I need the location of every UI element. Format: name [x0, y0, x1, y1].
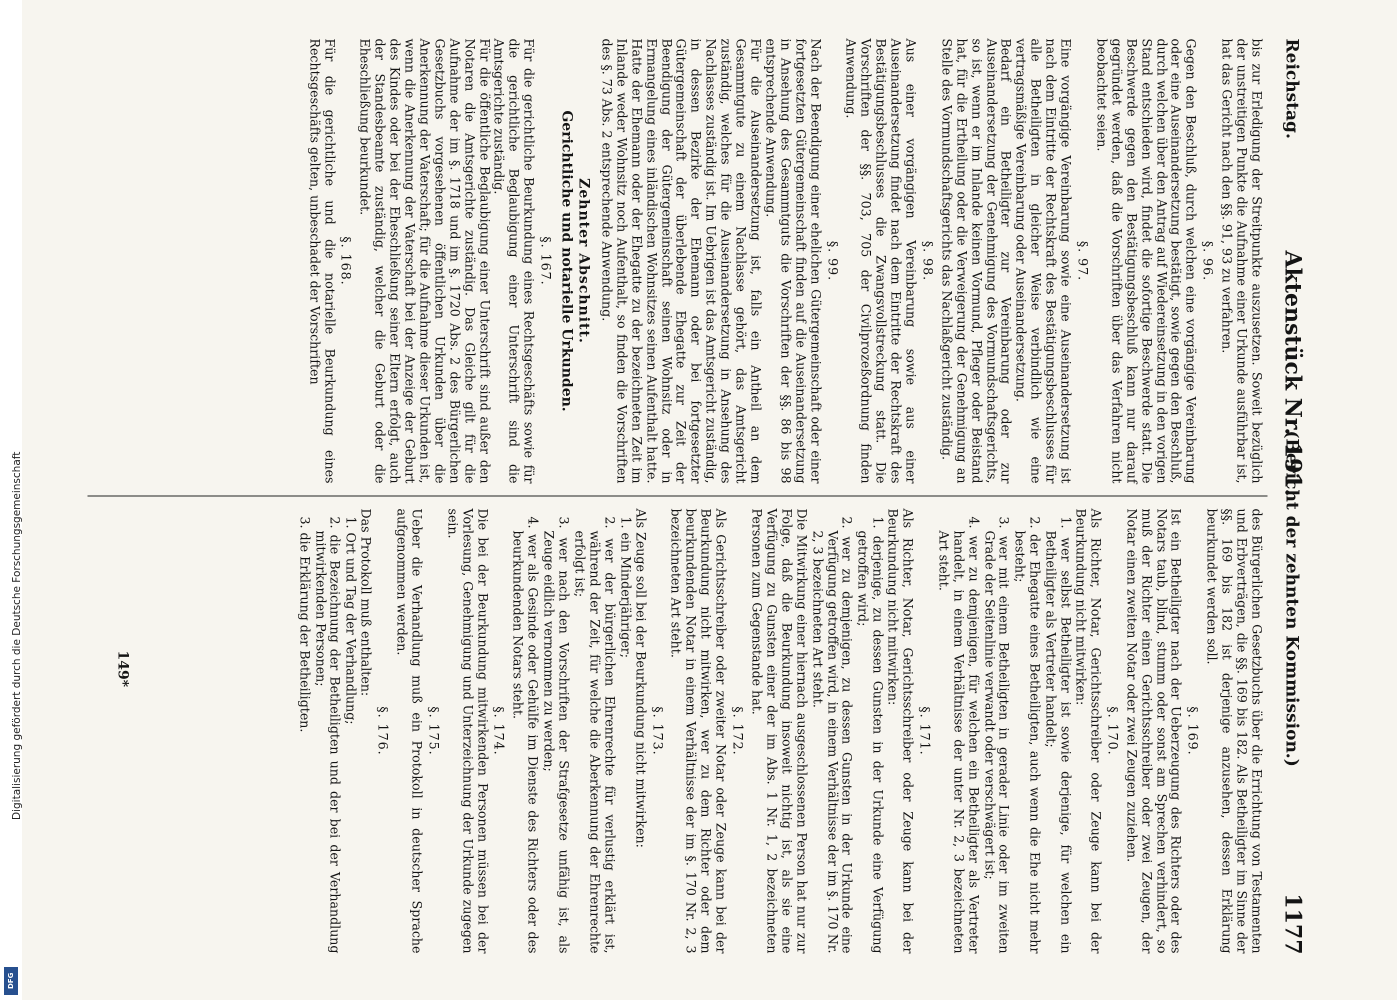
right-column [295, 509, 1263, 954]
paragraph: Für die öffentliche Beglaubigung einer Unterschrift sind außer den Notaren die Amtsgerichte zuständig. Das Gleiche gilt für die Aufnahme der im §. 1718 und im §. 1720 Abs. 2 des Bürgerlichen Gesetzbuchs vorgesehenen öffentlichen Urkunden über die Anerkennung der Vaterschaft; für die Aufnahme dieser Urkunden ist, wenn die Anerkennung der Vaterschaft bei der Anzeige der Geburt des Kindes oder bei der Eheschließung seiner Eltern erfolgt, auch der Standesbeamte zuständig, welcher die Geburt oder die Eheschließung beurkundet. [357, 38, 493, 484]
column-divider [88, 496, 1268, 497]
paragraph: Nach der Beendigung einer ehelichen Gütergemeinschaft oder einer fortgesetzten Gütergemeinschaft finden auf die Auseinandersetzung in Ansehung des Gesammtguts die Vorschriften der §§. 86 bis 98 entsprechende Anwendung. [763, 38, 824, 484]
digitization-sidebar [0, 0, 22, 1000]
section-heading: §. 176. [375, 706, 391, 756]
chapter-heading: Zehnter Abschnitt. [575, 178, 592, 344]
paragraph: Ueber die Verhandlung muß ein Protokoll in deutscher Sprache aufgenommen werden. [394, 508, 425, 954]
header-publication: Reichstag. [1281, 38, 1302, 139]
digitization-credit: Digitalisierung gefördert durch die Deutsche Forschungsgemeinschaft [11, 451, 23, 820]
paragraph: Für die gerichtliche und die notarielle Beurkundung eines Rechtsgeschäfts gelten, unbeschadet der Vorschriften [307, 38, 338, 484]
paragraph: Bedarf ein Betheiligter zur Vereinbarung oder zur Auseinandersetzung der Genehmigung des Vormundschaftsgerichts, so ist, wenn er im Inlande keinen Vormund, Pfleger oder Beistand hat, für die Ertheilung oder die Verweigerung der Genehmigung an Stelle des Vormundschaftsgerichts das Nachlaßgericht zuständig. [939, 38, 1014, 484]
paragraph: bis zur Erledigung der Streitpunkte auszusetzen. Soweit bezüglich der unstreitigen Punkte die Aufnahme einer Urkunde ausführbar ist, hat das Gericht nach den §§. 91, 93 zu verfahren. [1219, 38, 1265, 484]
section-heading: §. 96. [1200, 240, 1216, 282]
section-heading: §. 167. [538, 236, 554, 286]
section-heading: §. 171. [917, 706, 933, 756]
paragraph: Für die gerichtliche Beurkundung eines Rechtsgeschäfts sowie für die gerichtliche Beglaubigung einer Unterschrift sind die Amtsgerichte zuständig. [492, 38, 537, 484]
paragraph: Das Protokoll muß enthalten: [358, 508, 374, 697]
list-item: 3. die Erklärung der Betheiligten. [297, 516, 313, 733]
list-item: 4. wer als Gesinde oder Gehülfe im Dienste des Richters oder des beurkundenden Notars steht. [510, 516, 541, 954]
list-item: 1. derjenige, zu dessen Gunsten in der Urkunde eine Verfügung getroffen wird; [855, 516, 886, 954]
section-heading: §. 172. [730, 706, 746, 756]
section-heading: §. 170. [1105, 706, 1121, 756]
section-heading: §. 168. [338, 236, 354, 286]
paragraph: Ist ein Betheiligter nach der Ueberzeugung des Richters oder des Notars taub, blind, stumm oder sonst am Sprechen verhindert, so muß der Richter einen Gerichtsschreiber oder zwei Zeugen, der Notar einen zweiten Notar oder zwei Zeugen zuziehen. [1124, 508, 1184, 954]
paragraph: Als Richter, Notar, Gerichtsschreiber oder Zeuge kann bei der Beurkundung nicht mitwirken: [885, 508, 916, 954]
list-item: 4. wer zu demjenigen, für welchen ein Betheiligter als Vertreter handelt, in einem Verhältnisse der unter Nr. 2, 3 bezeichneten Art steht. [936, 516, 982, 954]
paragraph: des Bürgerlichen Gesetzbuchs über die Errichtung von Testamenten und Erbverträgen, die §§. 169 bis 182. Als Betheiligter im Sinne der §§. 169 bis 182 ist derjenige anzusehen, dessen Erklärung beurkundet werden soll. [1204, 508, 1265, 954]
paragraph: Als Zeuge soll bei der Beurkundung nicht mitwirken: [633, 508, 649, 848]
section-heading: §. 98. [920, 240, 936, 282]
list-item: 2. wer zu demjenigen, zu dessen Gunsten in der Urkunde eine Verfügung getroffen wird, in einem Verhältnisse der im §. 170 Nr. 2, 3 bezeichneten Art steht. [810, 516, 855, 954]
paragraph: Aus einer vorgängigen Vereinbarung sowie aus einer Auseinandersetzung findet nach dem Eintritte der Rechtskraft des Bestätigungsbeschlusses die Zwangsvollstreckung statt. Die Vorschriften der §§. 703, 705 der Civilprozeßordnung finden Anwendung. [843, 38, 919, 484]
list-item: 1. Ort und Tag der Verhandlung; [343, 516, 359, 725]
paragraph: Als Gerichtsschreiber oder zweiter Notar oder Zeuge kann bei der Beurkundung nicht mitwirken, wer zu dem Richter oder dem beurkundenden Notar in einem Verhältnisse der im §. 170 Nr. 2, 3 bezeichneten Art steht. [668, 508, 729, 954]
page-number: 1177 [1279, 893, 1306, 955]
signature-mark: 149* [114, 650, 131, 688]
list-item: 2. die Bezeichnung der Betheiligten und der bei der Verhandlung mitwirkenden Personen; [313, 516, 343, 954]
page-header [1270, 31, 1316, 961]
list-item: 3. wer mit einem Betheiligten in gerader Linie oder im zweiten Grade der Seitenlinie verwandt oder verschwägert ist; [982, 516, 1012, 954]
dfg-logo: DFG [4, 967, 18, 995]
list-item: 2. wer der bürgerlichen Ehrenrechte für verlustig erklärt ist, während der Zeit, für welche die Aberkennung der Ehrenrechte erfolgt ist; [572, 516, 618, 954]
section-heading: §. 175. [426, 706, 442, 756]
section-heading: §. 99. [825, 240, 841, 282]
left-column [306, 39, 1263, 484]
section-heading: §. 174. [492, 706, 507, 756]
paragraph: Für die Auseinandersetzung ist, falls ein Antheil an dem Gesammtgute zu einem Nachlasse gehört, das Amtsgericht zuständig, welches für die Auseinandersetzung in Ansehung des Nachlasses zuständig ist. Im Uebrigen ist das Amtsgericht zuständig, in dessen Bezirke der Ehemann oder bei fortgesetzter Gütergemeinschaft der überlebende Ehegatte zur Zeit der Beendigung der Gütergemeinschaft seinen Wohnsitz oder in Ermangelung eines inländischen Wohnsitzes seinen Aufenthalt hatte. Hatte der Ehemann oder der Ehegatte zu der bezeichneten Zeit im Inlande weder Wohnsitz noch Aufenthalt, so finden die Vorschriften des §. 73 Abs. 2 entsprechende Anwendung. [599, 38, 764, 484]
paragraph: Als Richter, Notar, Gerichtsschreiber oder Zeuge kann bei der Beurkundung nicht mitwirken: [1073, 508, 1104, 954]
section-heading: §. 173. [650, 706, 666, 756]
chapter-title: Gerichtliche und notarielle Urkunden. [558, 110, 575, 412]
section-heading: §. 97. [1075, 240, 1091, 282]
list-item: 1. wer selbst Betheiligter ist sowie derjenige, für welchen ein Betheiligter als Vertreter handelt; [1043, 516, 1074, 954]
list-item: 3. wer nach den Vorschriften der Strafgesetze unfähig ist, als Zeuge eidlich vernommen zu werden; [541, 516, 572, 954]
paragraph: Die Mitwirkung einer hiernach ausgeschlossenen Person hat nur zur Folge, daß die Beurkundung insoweit nichtig ist, als sie eine Verfügung zu Gunsten einer der im Abs. 1 Nr. 1, 2 bezeichneten Personen zum Gegenstande hat. [749, 508, 810, 954]
rotated-page [81, 31, 1316, 961]
section-heading: §. 169. [1185, 706, 1201, 756]
list-item: 2. der Ehegatte eines Betheiligten, auch wenn die Ehe nicht mehr besteht; [1012, 516, 1043, 954]
paragraph: Gegen den Beschluß, durch welchen eine vorgängige Vereinbarung oder eine Auseinandersetzung bestätigt, sowie gegen den Beschluß, durch welchen über den Antrag auf Wiedereinsetzung in den vorigen Stand entschieden wird, findet die sofortige Beschwerde statt. Die Beschwerde gegen den Bestätigungsbeschluß kann nur darauf gegründet werden, daß die Vorschriften über das Verfahren nicht beobachtet seien. [1094, 38, 1199, 484]
paragraph: Die bei der Beurkundung mitwirkenden Personen müssen bei der Vorlesung, Genehmigung und Unterzeichnung der Urkunde zugegen sein. [445, 508, 491, 954]
paragraph: Eine vorgängige Vereinbarung sowie eine Auseinandersetzung ist nach dem Eintritte der Rechtskraft des Bestätigungsbeschlusses für alle Betheiligten in gleicher Weise verbindlich wie eine vertragsmäßige Vereinbarung oder Auseinandersetzung. [1013, 38, 1074, 484]
list-item: 1. ein Minderjähriger; [618, 516, 634, 659]
header-document-number: Aktenstück Nr. 191. [1279, 250, 1306, 497]
header-commission: (Bericht der zehnten Kommission.) [1281, 430, 1302, 767]
